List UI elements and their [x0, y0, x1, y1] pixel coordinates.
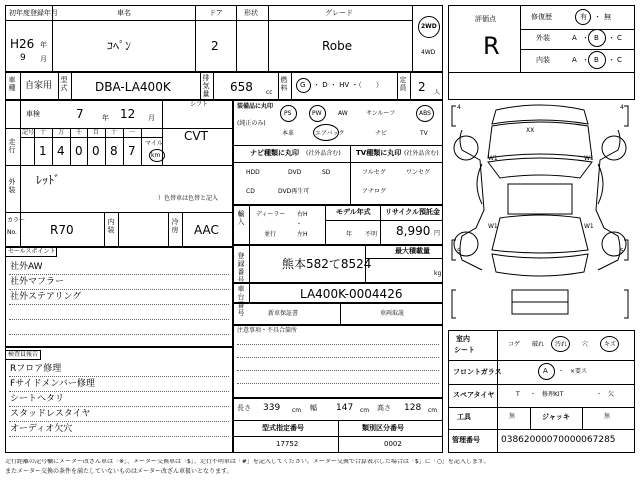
length-unit: cm [292, 407, 302, 414]
score-label: 評価点 [475, 15, 496, 23]
tv-analog: アナログ [362, 188, 387, 195]
fuel-label: 燃料 [280, 76, 288, 92]
inspection-month-unit: 月 [148, 114, 155, 122]
diagram-w1-a: W1 [488, 155, 498, 162]
displacement-label: 排気量 [202, 74, 210, 98]
vehicle-use: 自家用 [25, 81, 53, 91]
front-glass-a: A [543, 367, 548, 375]
mileage-digit-2: 0 [75, 144, 83, 158]
height-label: 高さ [377, 404, 391, 412]
car-body-diagram [448, 100, 635, 330]
interior-seat-label-a: 室内 [456, 335, 470, 343]
model-label: 型式 [60, 76, 68, 92]
mileage-digit-4: 8 [110, 144, 118, 158]
sales-point-1: 社外マフラー [10, 277, 65, 287]
chassis-label: 車台番号 [237, 285, 245, 317]
diagram-num-2: 4 [620, 104, 624, 111]
place-4: 十 [111, 129, 118, 136]
inspector-item-0: Rフロア修理 [10, 364, 62, 374]
mileage-digit-5: 7 [128, 144, 136, 158]
footer-line-1: 走行距離の記号欄にメーター改ざん車は「※」、メーター交換車は「$」、走行不明車は「#」を記入してください。メーター交換で合算表示した場合は「$」に「○」を記入します。 [5, 459, 490, 465]
tools-value: 無 [509, 413, 516, 420]
interior-seat-label-b: シート [454, 346, 475, 354]
score-value: R [483, 32, 500, 60]
inspector-item-3: スタッドレスタイヤ [10, 409, 91, 419]
equip-sunroof: サンルーフ [366, 110, 396, 117]
sales-point-0: 社外AW [10, 262, 43, 272]
drive-badge: 2WD [421, 23, 437, 30]
equip-aw: AW [338, 110, 348, 117]
fuel-g: G [300, 81, 306, 89]
capacity-value: 2 [418, 80, 426, 94]
place-3: 百 [93, 129, 100, 136]
equip-tv: TV [420, 130, 428, 137]
shift-label: シフト [190, 101, 209, 108]
seat-ana: 穴 [582, 341, 589, 348]
inspector-item-2: シートヘタリ [10, 394, 65, 404]
reg-no-value: 熊本582て8524 [282, 257, 372, 271]
recycle-unit: 円 [434, 230, 441, 237]
shape-label: 形状 [244, 9, 258, 17]
spare-tire-ketsu: ・ 欠 [596, 391, 615, 398]
width-label: 幅 [310, 404, 317, 412]
max-load-label: 最大積載量 [395, 247, 430, 255]
exterior-sep1: ・ [582, 34, 589, 42]
navi-hdd: HDD [246, 169, 260, 176]
place-0: 十 [40, 129, 47, 136]
interior-no-label: 内装 [107, 218, 115, 234]
color-no-label-b: No. [7, 229, 17, 236]
model-year-unknown: 不明 [365, 231, 378, 238]
exterior-b: B [594, 34, 599, 42]
color-no-value: R70 [50, 223, 74, 237]
import-parallel: 並行 [264, 231, 277, 238]
import-right: 右H [297, 211, 308, 218]
class-code-label: 類別区分番号 [362, 424, 404, 432]
repair-sep: ・ [594, 13, 601, 21]
mileage-km: km [151, 152, 161, 159]
diagram-w1-d: W1 [584, 223, 594, 230]
seat-yabure: 破れ [532, 341, 545, 348]
interior-a: A [572, 56, 577, 64]
spare-tire-label: スペアタイヤ [453, 391, 495, 399]
diagram-w1-b: W1 [584, 155, 594, 162]
diagram-num-1: 4 [457, 104, 461, 111]
seat-yogore: 汚れ [555, 341, 568, 348]
front-glass-rest: ・ ×要ス [558, 368, 588, 375]
tv-fullseg: フルセグ [362, 169, 386, 176]
mgmt-value: 03862000070000067285 [501, 435, 616, 445]
interior-sep1: ・ [582, 56, 589, 64]
navi-sd: SD [322, 169, 331, 176]
repair-yes: 有 [580, 13, 587, 21]
car-name-label: 車名 [117, 9, 131, 17]
navi-cd: CD [246, 188, 255, 195]
navi-dvd-play: DVD再生可 [278, 188, 310, 195]
seat-kizu: キズ [604, 341, 616, 348]
fuel-options: ・ D ・ HV ・（ ） [313, 81, 383, 89]
drive-alt: 4WD [421, 49, 436, 56]
tv-type-note: (社外品含む) [404, 150, 439, 157]
width-unit: cm [360, 407, 370, 414]
registration-year: H26 [10, 37, 35, 51]
model-year-label: モデル年式 [336, 208, 371, 216]
navi-dvd: DVD [288, 169, 302, 176]
inspection-label: 車検 [26, 110, 40, 118]
interior-sep2: ・ [608, 56, 615, 64]
mileage-label: 走行 [8, 138, 16, 154]
equipment-title: 装備品に丸印 [237, 103, 274, 110]
interior-grade-label: 内装 [536, 56, 550, 64]
repair-label: 修復歴 [531, 13, 552, 21]
import-dot: ・ [296, 221, 303, 228]
capacity-unit: 人 [434, 89, 441, 96]
model-value: DBA-LA400K [95, 80, 171, 94]
inspector-item-1: Fサイドメンバー修理 [10, 379, 95, 389]
equip-abs: ABS [419, 110, 431, 117]
recycle-label: リサイクル預託金 [385, 208, 441, 216]
equip-ps: PS [284, 110, 292, 117]
seat-koge: コゲ [508, 341, 521, 348]
model-year-unit: 年 [346, 231, 353, 238]
mileage-sub-label: 記号 [22, 129, 35, 136]
inspection-month: 12 [120, 107, 136, 121]
recycle-value: 8,990 [396, 224, 431, 238]
registration-year-unit: 年 [40, 41, 47, 49]
mgmt-label: 管理番号 [452, 436, 480, 444]
doors-value: 2 [211, 39, 219, 53]
max-load-unit: kg [434, 270, 442, 277]
repair-no: 無 [604, 13, 611, 21]
tools-label: 工具 [457, 413, 471, 421]
navi-type-title: ナビ種類に丸印 [250, 149, 299, 157]
registration-month: 9 [20, 53, 26, 63]
equip-pw: PW [312, 110, 322, 117]
displacement-value: 658 [230, 80, 253, 94]
mileage-digit-3: 0 [92, 144, 100, 158]
tv-oneseg: ワンセグ [406, 169, 431, 176]
jack-value: 無 [604, 413, 611, 420]
aircon-label: 冷房 [171, 218, 179, 234]
tv-type-title: TV種類に丸印 [356, 149, 402, 157]
place-1: 万 [58, 129, 65, 136]
diagram-w1-c: W1 [488, 223, 498, 230]
doors-label: ドア [209, 9, 223, 17]
place-2: 千 [76, 129, 83, 136]
footer-line-2: またメーター交換の条件を満たしていないものはメーター改ざん車扱いとなります。 [5, 468, 233, 475]
sales-point-2: 社外ステアリング [10, 292, 82, 302]
height-unit: cm [428, 407, 438, 414]
interior-c: C [617, 56, 622, 64]
displacement-unit: cc [266, 89, 273, 96]
diagram-num-4: 5 [620, 248, 624, 255]
height-value: 128 [404, 403, 422, 413]
width-value: 147 [336, 403, 354, 413]
length-label: 長さ [237, 404, 251, 412]
import-label: 輸入 [237, 210, 245, 226]
equipment-sub: (純正のみ) [237, 120, 266, 127]
mileage-mile: マイル [145, 140, 163, 147]
exterior-color: ﾚｯﾄﾞ [36, 173, 61, 187]
chassis-value: LA400K-0004426 [300, 287, 403, 301]
type-designation-label: 型式指定番号 [262, 424, 304, 432]
type-designation-value: 17752 [276, 440, 299, 448]
exterior-label: 外装 [8, 178, 16, 194]
exterior-note: ）色替車は色替と記入 [158, 195, 219, 202]
exterior-c: C [617, 34, 622, 42]
reg-no-label: 登録番号 [237, 252, 245, 284]
shift-value: CVT [184, 129, 208, 143]
registration-label: 初年度登録年月 [9, 9, 58, 17]
import-dealer: ディーラー [256, 211, 286, 218]
registration-month-unit: 月 [40, 55, 47, 63]
interior-b: B [594, 56, 599, 64]
mileage-digit-0: 1 [39, 144, 47, 158]
inspection-year-unit: 年 [102, 114, 109, 122]
inspection-year: 7 [76, 107, 84, 121]
manual: 車両取説 [380, 310, 405, 317]
grade-value: Robe [322, 39, 353, 53]
capacity-label: 定員 [399, 76, 407, 92]
inspector-title: 検査員報告 [8, 351, 39, 358]
aircon-value: AAC [194, 223, 219, 237]
place-5: 一 [129, 129, 136, 136]
exterior-sep2: ・ [608, 34, 615, 42]
inspector-item-4: オーディオ欠穴 [10, 424, 73, 434]
notes-title: 注意事項・不具合箇所 [237, 327, 298, 334]
equip-navi: ナビ [375, 130, 388, 137]
navi-type-note: (社外品含む) [306, 150, 341, 157]
sales-points-title: セールスポイント [8, 248, 56, 255]
jack-label: ジャッキ [542, 413, 570, 421]
import-left: 左H [297, 231, 308, 238]
new-car-warranty: 新車保証書 [268, 310, 299, 317]
diagram-xx: XX [526, 127, 535, 134]
mileage-digit-1: 4 [57, 144, 65, 158]
vehicle-type-label: 車種 [8, 76, 16, 92]
spare-tire-t: T [516, 391, 520, 398]
spare-tire-kit: ・ 修理KIT [530, 391, 564, 398]
color-no-label-a: カラー [7, 217, 26, 224]
equip-airbag: エアバック [315, 130, 345, 137]
exterior-a: A [572, 34, 577, 42]
class-code-value: 0002 [384, 440, 402, 448]
diagram-num-3: 5 [457, 248, 461, 255]
car-name-value: ｺﾍﾟﾝ [107, 39, 132, 53]
grade-label: グレード [325, 9, 353, 17]
length-value: 339 [263, 403, 281, 413]
equip-leather: 本革 [282, 130, 295, 137]
exterior-grade-label: 外装 [536, 34, 550, 42]
front-glass-label: フロントガラス [453, 368, 502, 376]
